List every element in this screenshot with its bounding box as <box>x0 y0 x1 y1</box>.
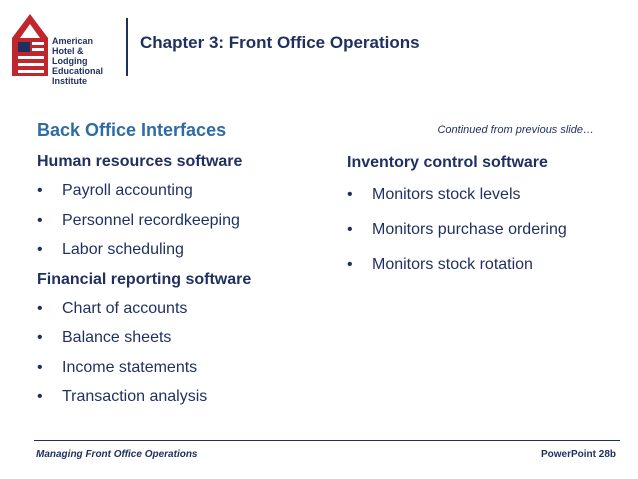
footer-course-title: Managing Front Office Operations <box>36 449 198 460</box>
list-item <box>37 358 327 378</box>
header-divider <box>126 18 128 76</box>
list-item-text: Payroll accounting <box>62 182 193 199</box>
group-heading-hr: Human resources software <box>37 153 243 170</box>
bullet-icon: • <box>37 211 43 229</box>
inventory-list <box>347 185 617 275</box>
logo-line-2: Hotel & Lodging <box>52 46 88 66</box>
list-item-text: Income statements <box>62 358 198 376</box>
list-item <box>37 211 327 231</box>
list-item-text: Personnel recordkeeping <box>62 211 240 229</box>
group-heading-inventory: Inventory control software <box>347 154 548 171</box>
list-item-text: Monitors stock levels <box>372 186 521 203</box>
bullet-icon: • <box>37 241 43 258</box>
list-item-text: Monitors stock rotation <box>372 256 533 273</box>
list-item-text: Monitors purchase ordering <box>372 221 567 238</box>
bullet-icon: • <box>347 186 353 203</box>
financial-list <box>37 299 327 408</box>
footer-divider <box>34 440 620 441</box>
list-item <box>37 387 327 407</box>
list-item <box>347 220 617 240</box>
bullet-icon: • <box>37 299 43 317</box>
footer-slide-number: PowerPoint 28b <box>540 449 616 460</box>
list-item <box>37 240 327 260</box>
right-column <box>347 153 617 290</box>
section-title: Back Office Interfaces <box>37 120 227 140</box>
bullet-icon: • <box>37 388 43 405</box>
list-item-text: Balance sheets <box>62 329 172 346</box>
left-column <box>37 152 327 417</box>
logo-line-3: Educational Institute <box>52 66 104 86</box>
bullet-icon: • <box>347 256 353 273</box>
bullet-icon: • <box>37 182 43 199</box>
list-item-text: Labor scheduling <box>62 241 184 258</box>
bullet-icon: • <box>37 329 43 346</box>
hr-list <box>37 181 327 260</box>
list-item <box>37 181 327 201</box>
logo-line-1: American <box>52 36 94 46</box>
logo-text <box>52 36 120 86</box>
continued-note: Continued from previous slide… <box>437 124 594 136</box>
list-item <box>347 255 617 275</box>
chapter-title: Chapter 3: Front Office Operations <box>140 33 420 52</box>
list-item <box>37 299 327 319</box>
list-item-text: Transaction analysis <box>62 388 208 405</box>
bullet-icon: • <box>347 221 353 238</box>
list-item-text: Chart of accounts <box>62 299 188 317</box>
ahlei-logo <box>8 8 120 86</box>
list-item <box>347 185 617 205</box>
list-item <box>37 328 327 348</box>
group-heading-financial: Financial reporting software <box>37 270 252 288</box>
bullet-icon: • <box>37 358 43 376</box>
